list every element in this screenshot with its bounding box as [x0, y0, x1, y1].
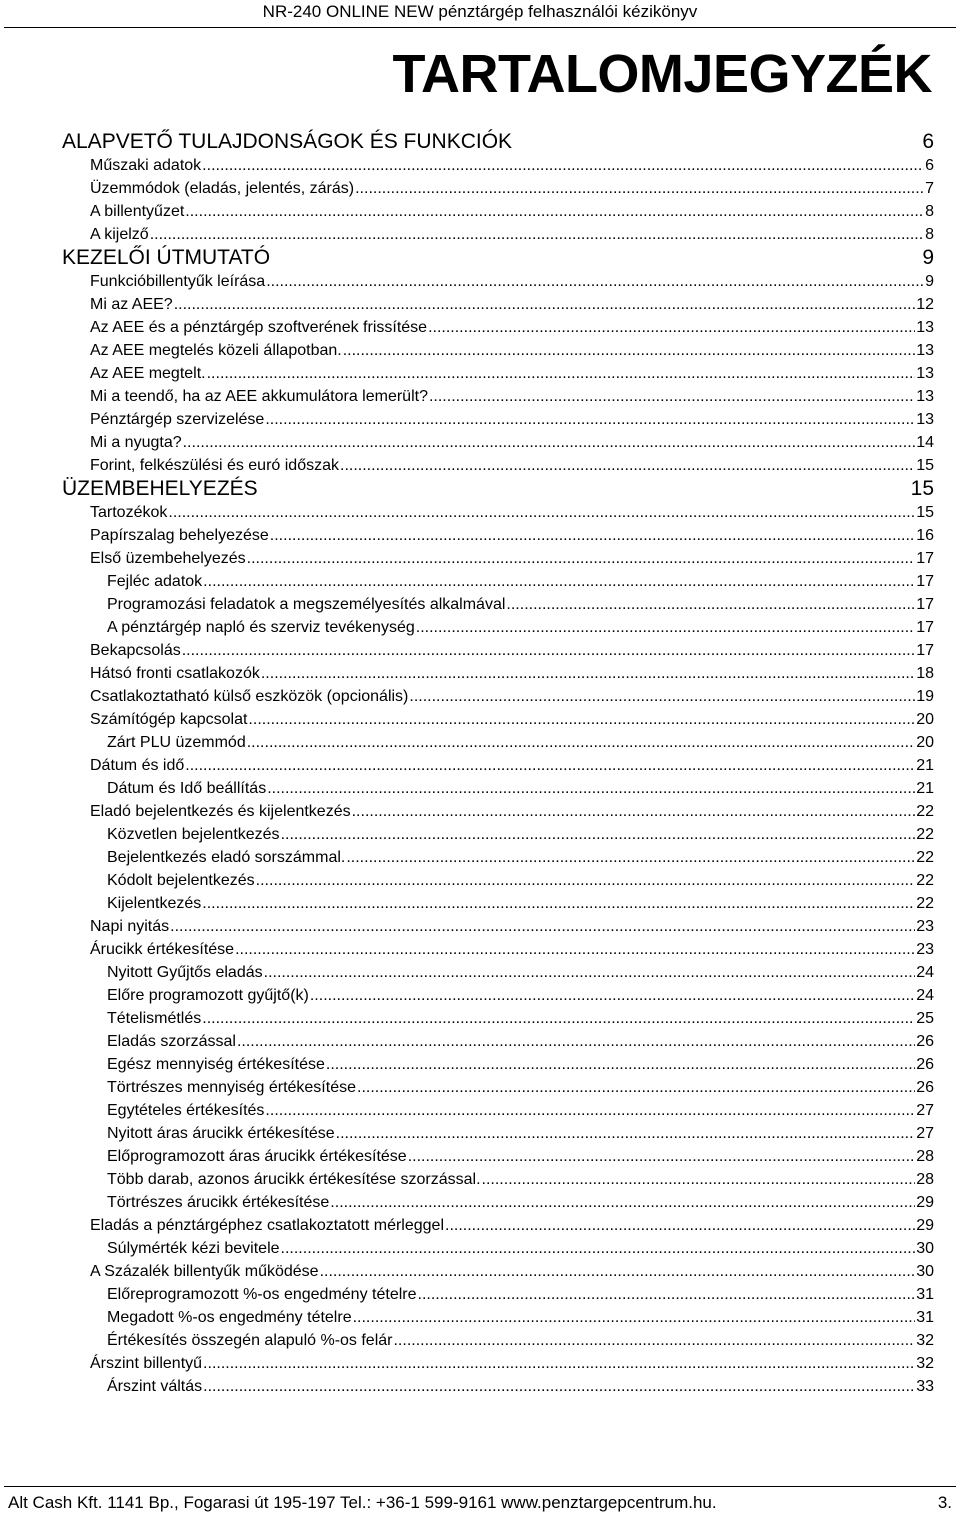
toc-entry-page: 26	[916, 1056, 934, 1073]
toc-entry-title: Egész mennyiség értékesítése	[107, 1056, 325, 1073]
toc-dot-leader	[408, 1145, 916, 1168]
toc-entry-page: 17	[916, 550, 934, 567]
toc-entry-page: 22	[916, 803, 934, 820]
toc-entry-title: Előprogramozott áras árucikk értékesítése	[107, 1148, 407, 1165]
toc-dot-leader	[336, 1122, 916, 1145]
toc-entry-page: 20	[916, 711, 934, 728]
toc-entry[interactable]	[62, 1214, 934, 1237]
toc-entry-page: 25	[916, 1010, 934, 1027]
toc-entry-title: Eladó bejelentkezés és kijelentkezés	[90, 803, 351, 820]
toc-entry-page: 14	[916, 434, 934, 451]
toc-entry-page: 32	[916, 1355, 934, 1372]
toc-entry[interactable]	[62, 984, 934, 1007]
toc-dot-leader	[429, 385, 915, 408]
toc-entry-page: 29	[916, 1217, 934, 1234]
toc-dot-leader	[170, 915, 915, 938]
toc-entry[interactable]	[62, 1053, 934, 1076]
toc-entry-page: 24	[916, 987, 934, 1004]
toc-entry-title: Dátum és idő	[90, 757, 185, 774]
toc-dot-leader	[281, 823, 916, 846]
toc-entry-title: Megadott %-os engedmény tételre	[107, 1309, 352, 1326]
toc-dot-leader	[203, 570, 915, 593]
toc-entry[interactable]	[62, 385, 934, 408]
toc-entry-title: Üzemmódok (eladás, jelentés, zárás)	[90, 180, 355, 197]
toc-dot-leader	[202, 1007, 915, 1030]
toc-dot-leader	[353, 1306, 916, 1329]
toc-entry[interactable]	[62, 1076, 934, 1099]
toc-entry-page: 26	[916, 1033, 934, 1050]
toc-entry-title: Pénztárgép szervizelése	[90, 411, 265, 428]
toc-entry-title: ALAPVETŐ TULAJDONSÁGOK ÉS FUNKCIÓK	[62, 130, 513, 153]
toc-dot-leader	[343, 339, 916, 362]
toc-entry-title: Mi az AEE?	[90, 296, 173, 313]
toc-dot-leader	[185, 754, 915, 777]
toc-dot-leader	[267, 777, 915, 800]
toc-entry-page: 15	[916, 504, 934, 521]
toc-entry-title: Első üzembehelyezés	[90, 550, 246, 567]
toc-dot-leader	[270, 524, 915, 547]
toc-dot-leader	[340, 454, 915, 477]
toc-entry[interactable]	[62, 177, 934, 200]
toc-entry[interactable]	[62, 593, 934, 616]
toc-entry-page: 21	[916, 780, 934, 797]
toc-dot-leader	[265, 1099, 915, 1122]
toc-dot-leader	[235, 938, 915, 961]
toc-dot-leader	[409, 685, 915, 708]
toc-entry[interactable]	[62, 293, 934, 316]
toc-entry-page: 13	[916, 319, 934, 336]
toc-entry-title: Az AEE és a pénztárgép szoftverének frissítése	[90, 319, 428, 336]
toc-entry[interactable]	[62, 915, 934, 938]
toc-entry-title: Árszint váltás	[107, 1378, 203, 1395]
toc-entry-title: Programozási feladatok a megszemélyesítés alkalmával	[107, 596, 506, 613]
toc-entry[interactable]	[62, 1260, 934, 1283]
toc-entry[interactable]	[62, 731, 934, 754]
toc-entry-page: 24	[916, 964, 934, 981]
toc-entry-title: Kódolt bejelentkezés	[107, 872, 255, 889]
toc-dot-leader	[247, 731, 915, 754]
toc-entry-title: Fejléc adatok	[107, 573, 203, 590]
toc-dot-leader	[150, 223, 924, 246]
toc-entry-title: Napi nyitás	[90, 918, 170, 935]
toc-dot-leader	[418, 1283, 916, 1306]
toc-entry[interactable]	[62, 501, 934, 524]
toc-dot-leader	[330, 1191, 915, 1214]
toc-entry[interactable]	[62, 1145, 934, 1168]
toc-entry[interactable]	[62, 708, 934, 731]
toc-dot-leader	[320, 1260, 916, 1283]
toc-dot-leader	[182, 639, 915, 662]
toc-entry-title: Törtrészes mennyiség értékesítése	[107, 1079, 356, 1096]
toc-entry[interactable]	[62, 524, 934, 547]
toc-entry-title: Kijelentkezés	[107, 895, 202, 912]
toc-entry[interactable]	[62, 823, 934, 846]
toc-entry-page: 28	[916, 1148, 934, 1165]
toc-dot-leader	[310, 984, 915, 1007]
toc-entry-title: Előreprogramozott %-os engedmény tételre	[107, 1286, 417, 1303]
toc-entry[interactable]	[62, 800, 934, 823]
toc-dot-leader	[256, 869, 916, 892]
toc-dot-leader	[266, 270, 924, 293]
toc-entry-title: Bekapcsolás	[90, 642, 181, 659]
toc-dot-leader	[203, 1375, 915, 1398]
toc-entry[interactable]	[62, 846, 934, 869]
toc-entry-page: 22	[916, 895, 934, 912]
toc-entry-page: 13	[916, 342, 934, 359]
toc-entry-page: 27	[916, 1125, 934, 1142]
toc-entry[interactable]	[62, 685, 934, 708]
toc-entry-page: 29	[916, 1194, 934, 1211]
toc-dot-leader	[183, 431, 916, 454]
toc-entry-title: Eladás a pénztárgéphez csatlakoztatott mérleggel	[90, 1217, 444, 1234]
toc-dot-leader	[202, 154, 924, 177]
toc-entry[interactable]	[62, 130, 934, 154]
toc-entry-page: 9	[925, 273, 934, 290]
toc-entry-title: Közvetlen bejelentkezés	[107, 826, 280, 843]
toc-entry-page: 17	[916, 642, 934, 659]
toc-entry[interactable]	[62, 408, 934, 431]
toc-entry-title: Az AEE megtelés közeli állapotban.	[90, 342, 342, 359]
toc-entry[interactable]	[62, 1168, 934, 1191]
toc-entry[interactable]	[62, 961, 934, 984]
toc-entry-title: Több darab, azonos árucikk értékesítése szorzással.	[107, 1171, 481, 1188]
toc-entry[interactable]	[62, 1191, 934, 1214]
page-header	[0, 0, 960, 23]
toc-dot-leader	[506, 593, 915, 616]
toc-entry-title: Dátum és Idő beállítás	[107, 780, 267, 797]
toc-entry-page: 7	[925, 180, 934, 197]
toc-entry-page: 17	[916, 619, 934, 636]
toc-dot-leader	[185, 200, 924, 223]
toc-entry-page: 23	[916, 941, 934, 958]
toc-entry[interactable]	[62, 1237, 934, 1260]
toc-entry[interactable]	[62, 616, 934, 639]
toc-dot-leader	[265, 408, 915, 431]
toc-entry-page: 31	[916, 1286, 934, 1303]
toc-dot-leader	[207, 362, 916, 385]
toc-entry-title: Nyitott áras árucikk értékesítése	[107, 1125, 335, 1142]
toc-dot-leader	[281, 1237, 916, 1260]
toc-entry-title: Árucikk értékesítése	[90, 941, 235, 958]
toc-entry-page: 31	[916, 1309, 934, 1326]
toc-entry-page: 19	[916, 688, 934, 705]
toc-dot-leader	[264, 961, 916, 984]
toc-dot-leader	[203, 1352, 915, 1375]
footer-page-number: 3.	[937, 1493, 952, 1512]
footer-text: Alt Cash Kft. 1141 Bp., Fogarasi út 195-197 Tel.: +36-1 599-9161 www.penztargepcentrum.hu.	[8, 1493, 717, 1512]
header-rule	[4, 27, 956, 28]
toc-dot-leader	[202, 892, 915, 915]
toc-dot-leader	[393, 1329, 915, 1352]
toc-entry[interactable]	[62, 223, 934, 246]
toc-entry-page: 12	[916, 296, 934, 313]
toc-entry-title: Tartozékok	[90, 504, 168, 521]
toc-entry-page: 20	[916, 734, 934, 751]
toc-entry[interactable]	[62, 316, 934, 339]
toc-dot-leader	[357, 1076, 915, 1099]
toc-entry-page: 18	[916, 665, 934, 682]
toc-entry-title: Az AEE megtelt.	[90, 365, 206, 382]
toc-entry[interactable]	[62, 339, 934, 362]
toc-dot-leader	[346, 846, 915, 869]
toc-entry-title: Előre programozott gyűjtő(k)	[107, 987, 309, 1004]
toc-entry[interactable]	[62, 639, 934, 662]
toc-entry-page: 15	[910, 477, 934, 500]
toc-entry-page: 16	[916, 527, 934, 544]
toc-dot-leader	[482, 1168, 916, 1191]
toc-entry-page: 27	[916, 1102, 934, 1119]
toc-entry-title: Nyitott Gyűjtős eladás	[107, 964, 263, 981]
toc-dot-leader	[261, 662, 915, 685]
toc-entry-page: 15	[916, 457, 934, 474]
toc-entry-title: Mi a teendő, ha az AEE akkumulátora lemerült?	[90, 388, 428, 405]
toc-dot-leader	[174, 293, 916, 316]
toc-entry[interactable]	[62, 1283, 934, 1306]
toc-entry[interactable]	[62, 200, 934, 223]
toc-entry-page: 13	[916, 388, 934, 405]
toc-entry-page: 8	[925, 226, 934, 243]
toc-dot-leader	[428, 316, 915, 339]
toc-dot-leader	[352, 800, 916, 823]
toc-entry-title: Törtrészes árucikk értékesítése	[107, 1194, 330, 1211]
toc-entry[interactable]	[62, 246, 934, 270]
toc-entry[interactable]	[62, 431, 934, 454]
toc-entry[interactable]	[62, 1122, 934, 1145]
toc-entry[interactable]	[62, 270, 934, 293]
toc-dot-leader	[247, 547, 916, 570]
toc-entry-title: Számítógép kapcsolat	[90, 711, 248, 728]
toc-entry[interactable]	[62, 547, 934, 570]
toc-entry-page: 22	[916, 826, 934, 843]
toc-entry-page: 22	[916, 849, 934, 866]
toc-dot-leader	[355, 177, 924, 200]
toc-entry-page: 8	[925, 203, 934, 220]
toc-entry[interactable]	[62, 154, 934, 177]
toc-entry-page: 13	[916, 411, 934, 428]
toc-entry-page: 33	[916, 1378, 934, 1395]
toc-entry[interactable]	[62, 570, 934, 593]
toc-entry[interactable]	[62, 1329, 934, 1352]
toc-entry-title: A Százalék billentyűk működése	[90, 1263, 319, 1280]
toc-entry-title: Mi a nyugta?	[90, 434, 182, 451]
toc-entry-title: A kijelző	[90, 226, 149, 243]
toc-entry-page: 30	[916, 1263, 934, 1280]
page-footer	[8, 1492, 952, 1514]
toc-entry[interactable]	[62, 938, 934, 961]
toc-entry-page: 28	[916, 1171, 934, 1188]
toc-entry-page: 6	[925, 157, 934, 174]
toc-entry[interactable]	[62, 754, 934, 777]
toc-entry-title: Bejelentkezés eladó sorszámmal.	[107, 849, 346, 866]
toc-entry-title: Értékesítés összegén alapuló %-os felár	[107, 1332, 393, 1349]
toc-entry[interactable]	[62, 892, 934, 915]
toc-entry-title: Műszaki adatok	[90, 157, 202, 174]
toc-entry-page: 30	[916, 1240, 934, 1257]
toc-dot-leader	[326, 1053, 915, 1076]
toc-entry-page: 9	[922, 246, 934, 269]
toc-entry-title: Egytételes értékesítés	[107, 1102, 265, 1119]
toc-entry-title: A billentyűzet	[90, 203, 185, 220]
header-title: NR-240 ONLINE NEW pénztárgép felhasználói kézikönyv	[262, 2, 698, 21]
toc-entry[interactable]	[62, 1030, 934, 1053]
toc-entry[interactable]	[62, 477, 934, 501]
toc-entry-page: 21	[916, 757, 934, 774]
toc-entry-title: Tételismétlés	[107, 1010, 202, 1027]
toc-entry-title: Eladás szorzással	[107, 1033, 236, 1050]
toc-entry-page: 22	[916, 872, 934, 889]
table-of-contents	[62, 130, 934, 1398]
toc-entry-page: 17	[916, 573, 934, 590]
toc-entry-title: KEZELŐI ÚTMUTATÓ	[62, 246, 271, 269]
toc-entry[interactable]	[62, 1352, 934, 1375]
toc-entry-title: Csatlakoztatható külső eszközök (opcionális)	[90, 688, 409, 705]
toc-entry-title: Árszint billentyű	[90, 1355, 203, 1372]
toc-entry-page: 17	[916, 596, 934, 613]
toc-entry[interactable]	[62, 869, 934, 892]
toc-entry-title: A pénztárgép napló és szerviz tevékenység	[107, 619, 415, 636]
toc-entry[interactable]	[62, 777, 934, 800]
toc-entry[interactable]	[62, 454, 934, 477]
toc-entry-title: Hátsó fronti csatlakozók	[90, 665, 260, 682]
toc-entry[interactable]	[62, 1007, 934, 1030]
toc-entry[interactable]	[62, 662, 934, 685]
toc-entry[interactable]	[62, 1306, 934, 1329]
toc-entry-page: 6	[922, 130, 934, 153]
toc-entry-page: 23	[916, 918, 934, 935]
toc-entry[interactable]	[62, 362, 934, 385]
toc-dot-leader	[445, 1214, 915, 1237]
toc-entry-title: Súlymérték kézi bevitele	[107, 1240, 280, 1257]
toc-entry-title: Forint, felkészülési és euró időszak	[90, 457, 339, 474]
toc-entry-title: ÜZEMBEHELYEZÉS	[62, 477, 258, 500]
toc-dot-leader	[168, 501, 915, 524]
toc-entry-title: Papírszalag behelyezése	[90, 527, 269, 544]
toc-dot-leader	[248, 708, 915, 731]
footer-rule	[4, 1486, 956, 1487]
toc-entry[interactable]	[62, 1375, 934, 1398]
toc-entry[interactable]	[62, 1099, 934, 1122]
toc-dot-leader	[237, 1030, 915, 1053]
toc-dot-leader	[416, 616, 915, 639]
toc-entry-page: 26	[916, 1079, 934, 1096]
toc-entry-page: 32	[916, 1332, 934, 1349]
toc-entry-page: 13	[916, 365, 934, 382]
toc-title: TARTALOMJEGYZÉK	[392, 44, 932, 104]
toc-entry-title: Zárt PLU üzemmód	[107, 734, 246, 751]
toc-entry-title: Funkcióbillentyűk leírása	[90, 273, 266, 290]
